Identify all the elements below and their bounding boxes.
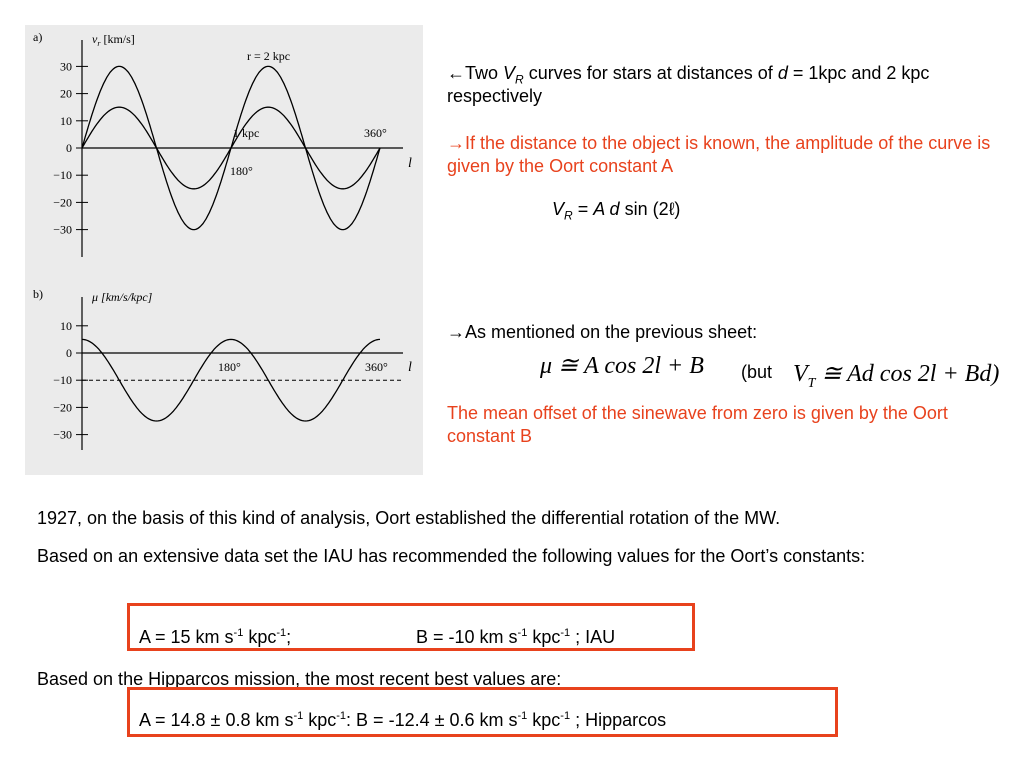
paragraph-hipparcos-intro: Based on the Hipparcos mission, the most recent best values are: [37, 669, 562, 689]
y-tick-label: 0 [66, 346, 72, 360]
figure-panel [25, 25, 423, 475]
panel-a-tick-180: 180° [230, 164, 253, 178]
paragraph-1927: 1927, on the basis of this kind of analysis, Oort established the differential rotation of the MW. [37, 508, 781, 528]
paragraph-previous-sheet: →As mentioned on the previous sheet: [447, 322, 758, 342]
y-tick-label: 10 [60, 318, 72, 333]
iau-values: A = 15 km $s^{-1}$ kpc$^{-1}$; [139, 627, 292, 647]
panel-a-y-ticks [53, 59, 88, 236]
y-tick-label: 0 [66, 141, 72, 155]
but-label: (but [741, 362, 773, 382]
curve-label-2kpc: r = 2 kpc [247, 49, 291, 63]
y-tick-label: 20 [60, 86, 72, 101]
paragraph-offset-oort-b: The mean offset of the sinewave from zero is given by the Oort constant B [447, 403, 948, 446]
panel-a-ylabel: $v_r$ [km/s] [92, 32, 135, 48]
paragraph-vr-curves: ←Two $V_R$ curves for stars at distances of d = 1kpc and 2 kpc respectively [447, 63, 930, 106]
equation-vt: $V_T$ ≅ Ad cos 2l + Bd) [793, 361, 1000, 391]
panel-a-xlabel: l [408, 156, 412, 171]
y-tick-label: −10 [53, 168, 72, 183]
oort-curves-figure [25, 25, 423, 475]
y-tick-label: −30 [53, 222, 72, 237]
panel-a-label: a) [33, 30, 43, 44]
equation-vr: $V_R = A$ d sin (2ℓ) [552, 199, 681, 223]
panel-b-tick-360: 360° [365, 360, 388, 374]
paragraph-amplitude-oort-a: →If the distance to the object is known, the amplitude of the curve is given by the Oort constant A [447, 133, 991, 176]
y-tick-label: 30 [60, 59, 72, 74]
y-tick-label: −20 [53, 195, 72, 210]
hipparcos-values: A = 14.8 ± 0.8 km $s^{-1}$ kpc$^{-1}$: B = -12.4 ± 0.6 km $s^{-1}$ kpc$^{-1}$ ; Hipparcos [139, 710, 667, 730]
panel-b-xlabel: l [408, 360, 412, 375]
panel-b-y-ticks [53, 319, 88, 442]
iau-b-value: B = -10 km $s^{-1}$ kpc$^{-1}$ ; IAU [416, 627, 616, 647]
curve-label-1kpc: 1 kpc [233, 126, 260, 140]
paragraph-iau-intro: Based on an extensive data set the IAU has recommended the following values for the Oort’s constants: [37, 546, 866, 566]
panel-b-label: b) [33, 287, 43, 301]
y-tick-label: −20 [53, 400, 72, 415]
equation-mu: μ ≅ A cos 2l + B [540, 353, 704, 379]
y-tick-label: −10 [53, 373, 72, 388]
panel-b-tick-180: 180° [218, 360, 241, 374]
y-tick-label: 10 [60, 113, 72, 128]
panel-a-tick-360: 360° [364, 126, 387, 140]
y-tick-label: −30 [53, 427, 72, 442]
panel-b-ylabel: μ [km/s/kpc] [92, 290, 153, 304]
